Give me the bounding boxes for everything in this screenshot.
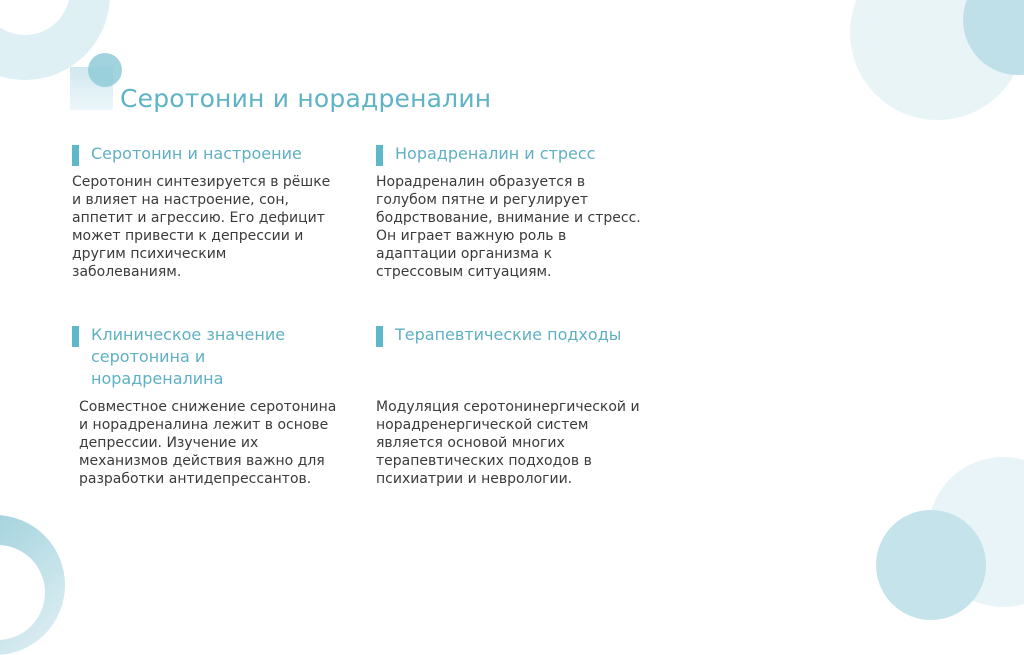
title-decor-circle	[88, 53, 122, 87]
section-accent-bar	[72, 145, 79, 166]
section-heading: Серотонин и настроение	[91, 144, 302, 163]
section-noradrenaline-stress	[376, 143, 641, 280]
section-text: Норадреналин образуется в голубом пятне и регулирует бодрствование, внимание и стресс. Он играет важную роль в адаптации организма к стрессовым ситуациям.	[376, 174, 641, 280]
section-serotonin-mood	[72, 143, 337, 280]
section-clinical-significance	[72, 324, 337, 487]
section-text: Модуляция серотонинергической и норадренергической систем является основой многих терапевтических подходов в психиатрии и неврологии.	[376, 399, 640, 487]
decor-circle-bottom-right-small	[876, 510, 986, 620]
section-heading: Клиническое значение серотонина и норадреналина	[91, 325, 286, 388]
section-text: Серотонин синтезируется в рёшке и влияет на настроение, сон, аппетит и агрессию. Его дефицит может привести к депрессии и другим психическим заболеваниям.	[72, 174, 331, 280]
section-accent-bar	[376, 145, 383, 166]
section-heading: Норадреналин и стресс	[395, 144, 596, 163]
section-accent-bar	[72, 326, 79, 347]
section-heading: Терапевтические подходы	[395, 325, 622, 344]
section-text: Совместное снижение серотонина и норадреналина лежит в основе депрессии. Изучение их механизмов действия важно для разработки антидепрессантов.	[79, 399, 337, 487]
slide-title: Серотонин и норадреналин	[120, 84, 492, 113]
section-therapeutic-approaches	[376, 324, 641, 487]
section-accent-bar	[376, 326, 383, 347]
